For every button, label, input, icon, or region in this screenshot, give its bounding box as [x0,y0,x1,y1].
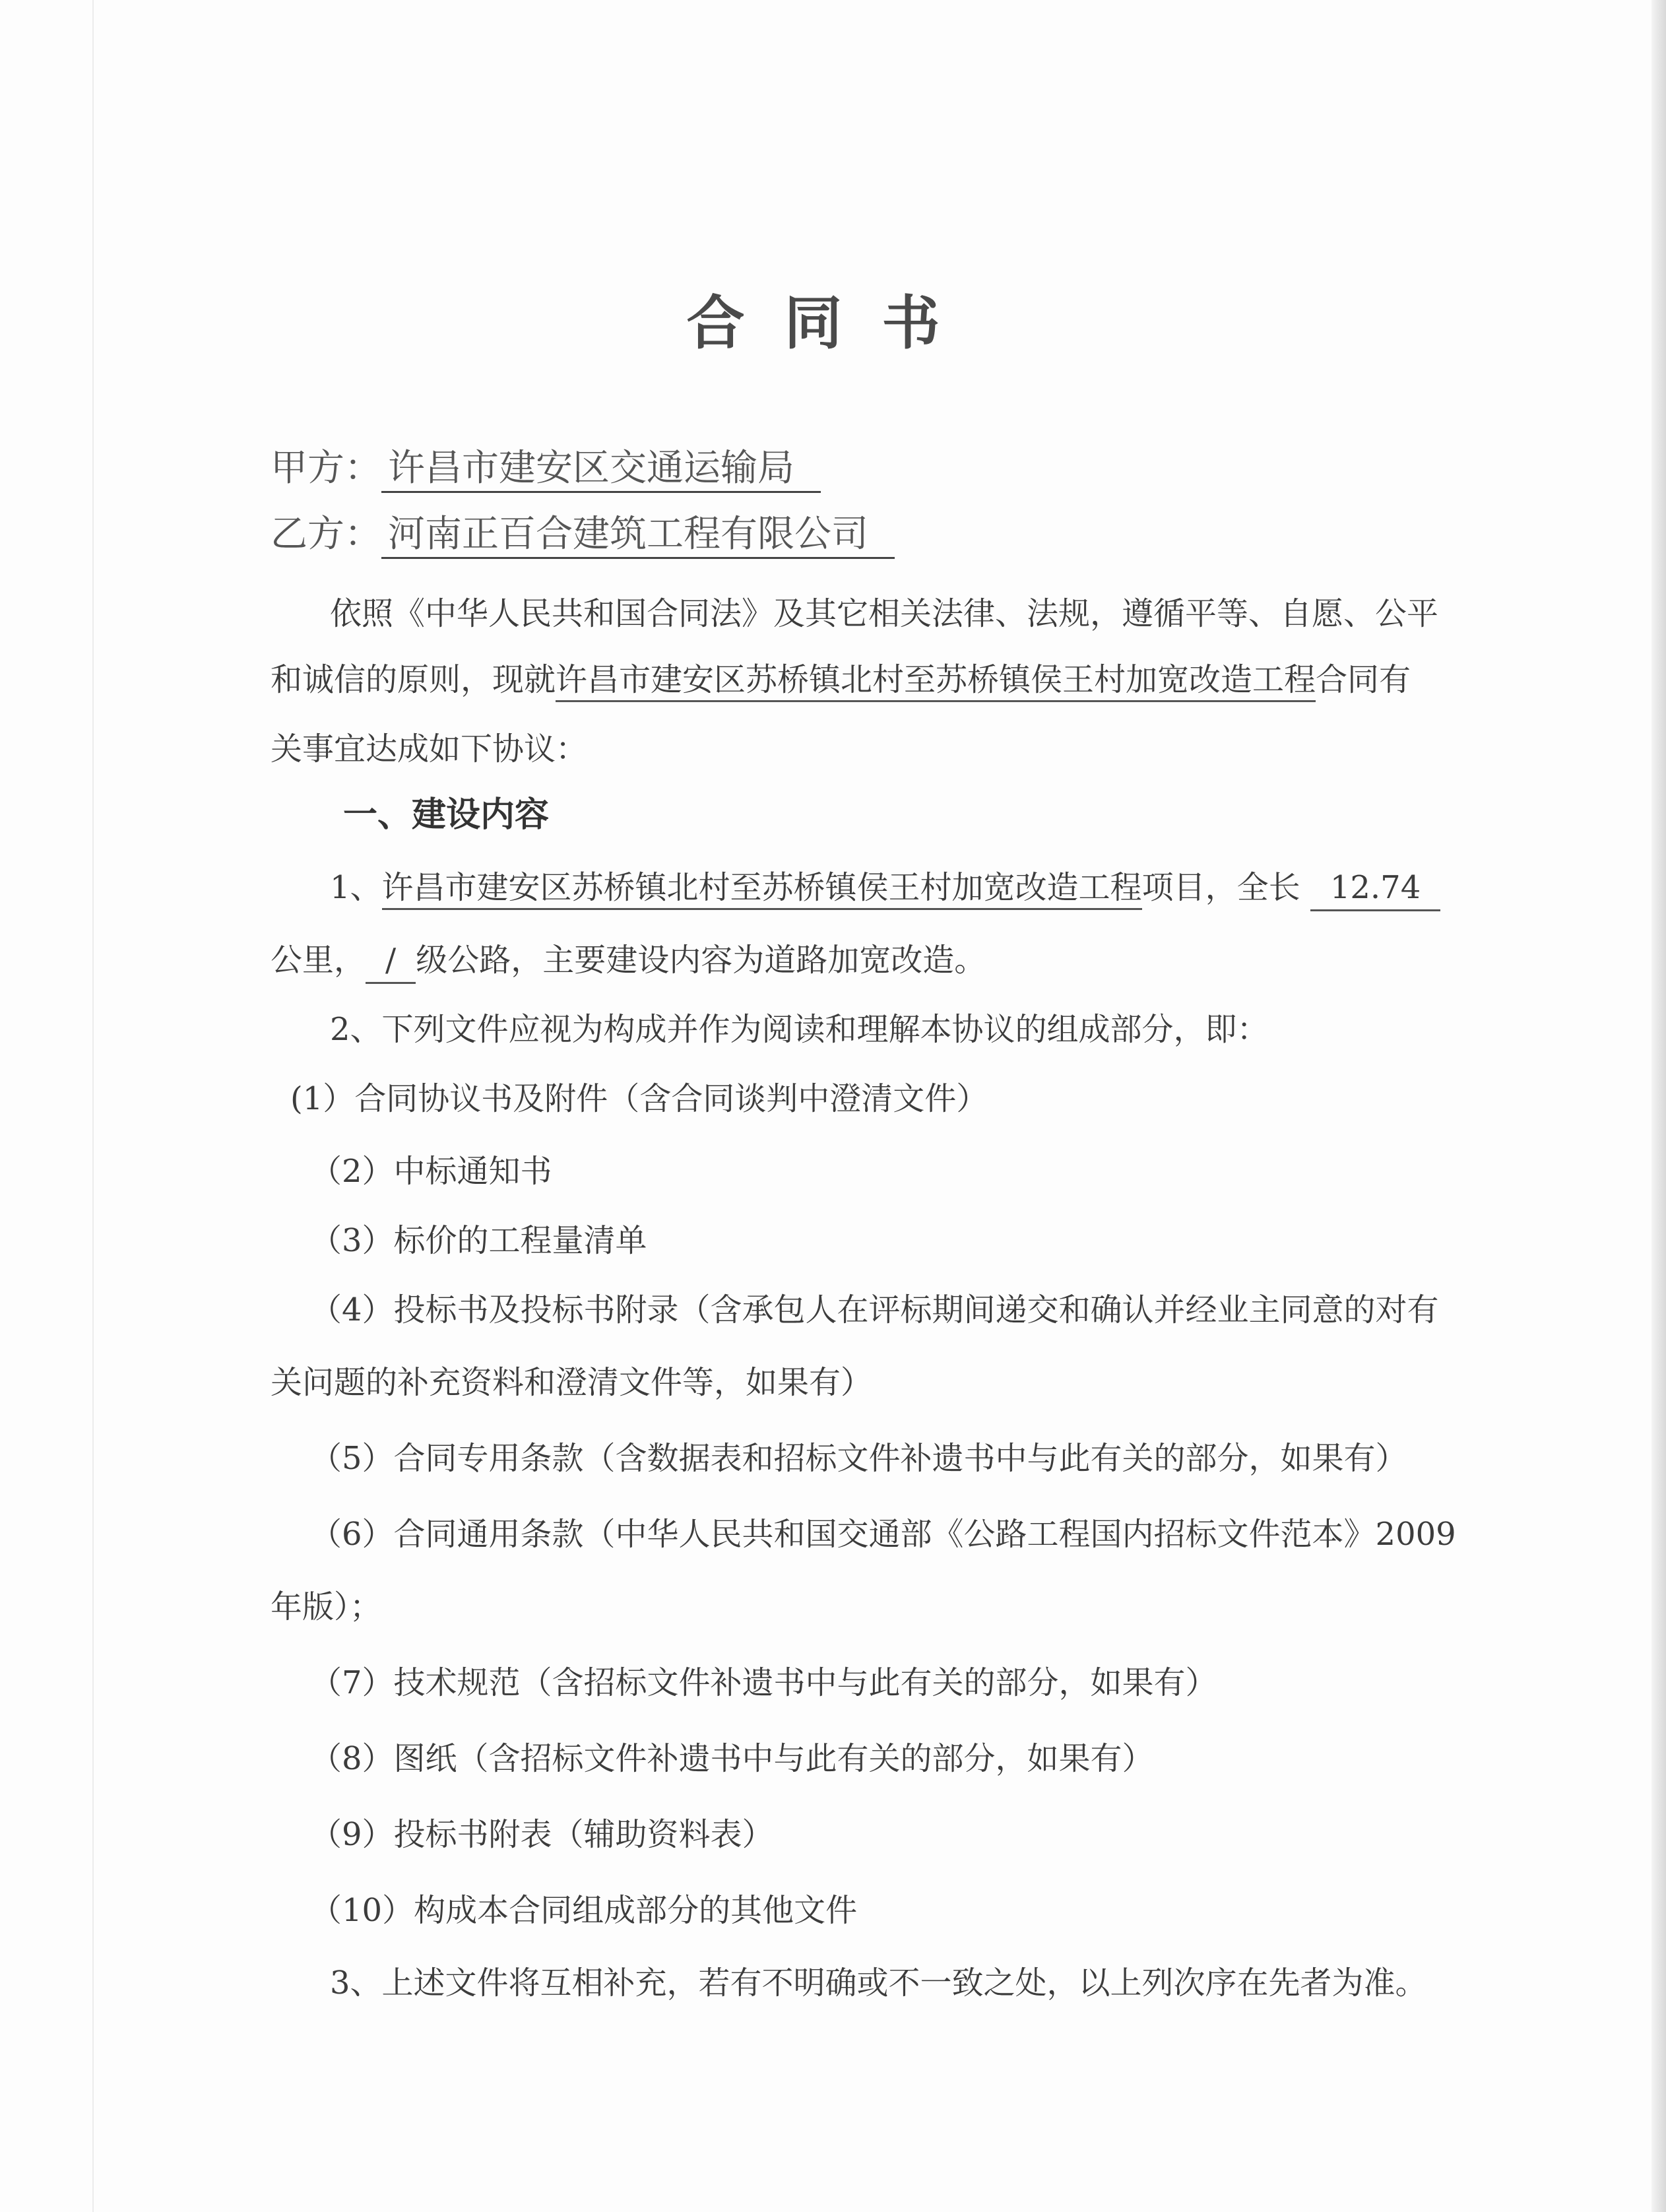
intro-line-1: 依照《中华人民共和国合同法》及其它相关法律、法规，遵循平等、自愿、公平 [330,595,1439,632]
doc-item-4-cont: 关问题的补充资料和澄清文件等，如果有） [271,1364,873,1401]
doc-item-1: (1）合同协议书及附件（含合同谈判中澄清文件） [290,1080,988,1117]
item-1-rest: 级公路，主要建设内容为道路加宽改造。 [416,942,986,979]
doc-item-4: （4）投标书及投标书附录（含承包人在评标期间递交和确认并经业主同意的对有 [310,1291,1439,1328]
item-3: 3、上述文件将互相补充，若有不明确或不一致之处，以上列次序在先者为准。 [330,1965,1427,2001]
intro-project-name: 许昌市建安区苏桥镇北村至苏桥镇侯王村加宽改造工程 [556,661,1316,702]
doc-item-3: （3）标价的工程量清单 [310,1222,647,1259]
item-2: 2、下列文件应视为构成并作为阅读和理解本协议的组成部分，即： [330,1011,1269,1048]
party-a-name: 许昌市建安区交通运输局 [381,449,821,493]
item-1-line-2 [271,940,1445,984]
doc-item-6: （6）合同通用条款（中华人民共和国交通部《公路工程国内招标文件范本》2009 [310,1516,1456,1553]
doc-item-8: （8）图纸（含招标文件补遗书中与此有关的部分，如果有） [310,1740,1154,1777]
doc-item-6-cont: 年版）； [271,1588,382,1625]
item-1-project: 许昌市建安区苏桥镇北村至苏桥镇侯王村加宽改造工程 [382,869,1142,910]
intro-line-2-post: 合同有 [1316,661,1411,698]
intro-line-2 [271,660,1445,699]
party-b-label: 乙方： [271,513,381,556]
document-title: 合同书 [686,289,980,357]
item-1-num: 1、 [330,869,382,906]
party-b-line [271,515,1445,559]
doc-item-2: （2）中标通知书 [310,1153,552,1190]
doc-item-9: （9）投标书附表（辅助资料表） [310,1816,774,1853]
intro-line-2-pre: 和诚信的原则，现就 [271,661,556,698]
doc-item-7: （7）技术规范（含招标文件补遗书中与此有关的部分，如果有） [310,1664,1217,1701]
doc-item-10: （10）构成本合同组成部分的其他文件 [310,1892,858,1929]
party-b-name: 河南正百合建筑工程有限公司 [381,515,895,559]
item-1-length: 12.74 [1310,868,1440,911]
item-1-mid: 项目，全长 [1141,869,1300,906]
doc-item-5: （5）合同专用条款（含数据表和招标文件补遗书中与此有关的部分，如果有） [310,1440,1407,1477]
item-1-unit: 公里， [271,942,366,979]
intro-line-3: 关事宜达成如下协议： [271,731,588,767]
item-1-grade: / [366,940,416,984]
item-1-line-1 [330,868,1504,911]
party-a-line [271,449,1445,493]
section-1-heading: 一、建设内容 [343,795,550,835]
party-a-label: 甲方： [271,447,381,490]
